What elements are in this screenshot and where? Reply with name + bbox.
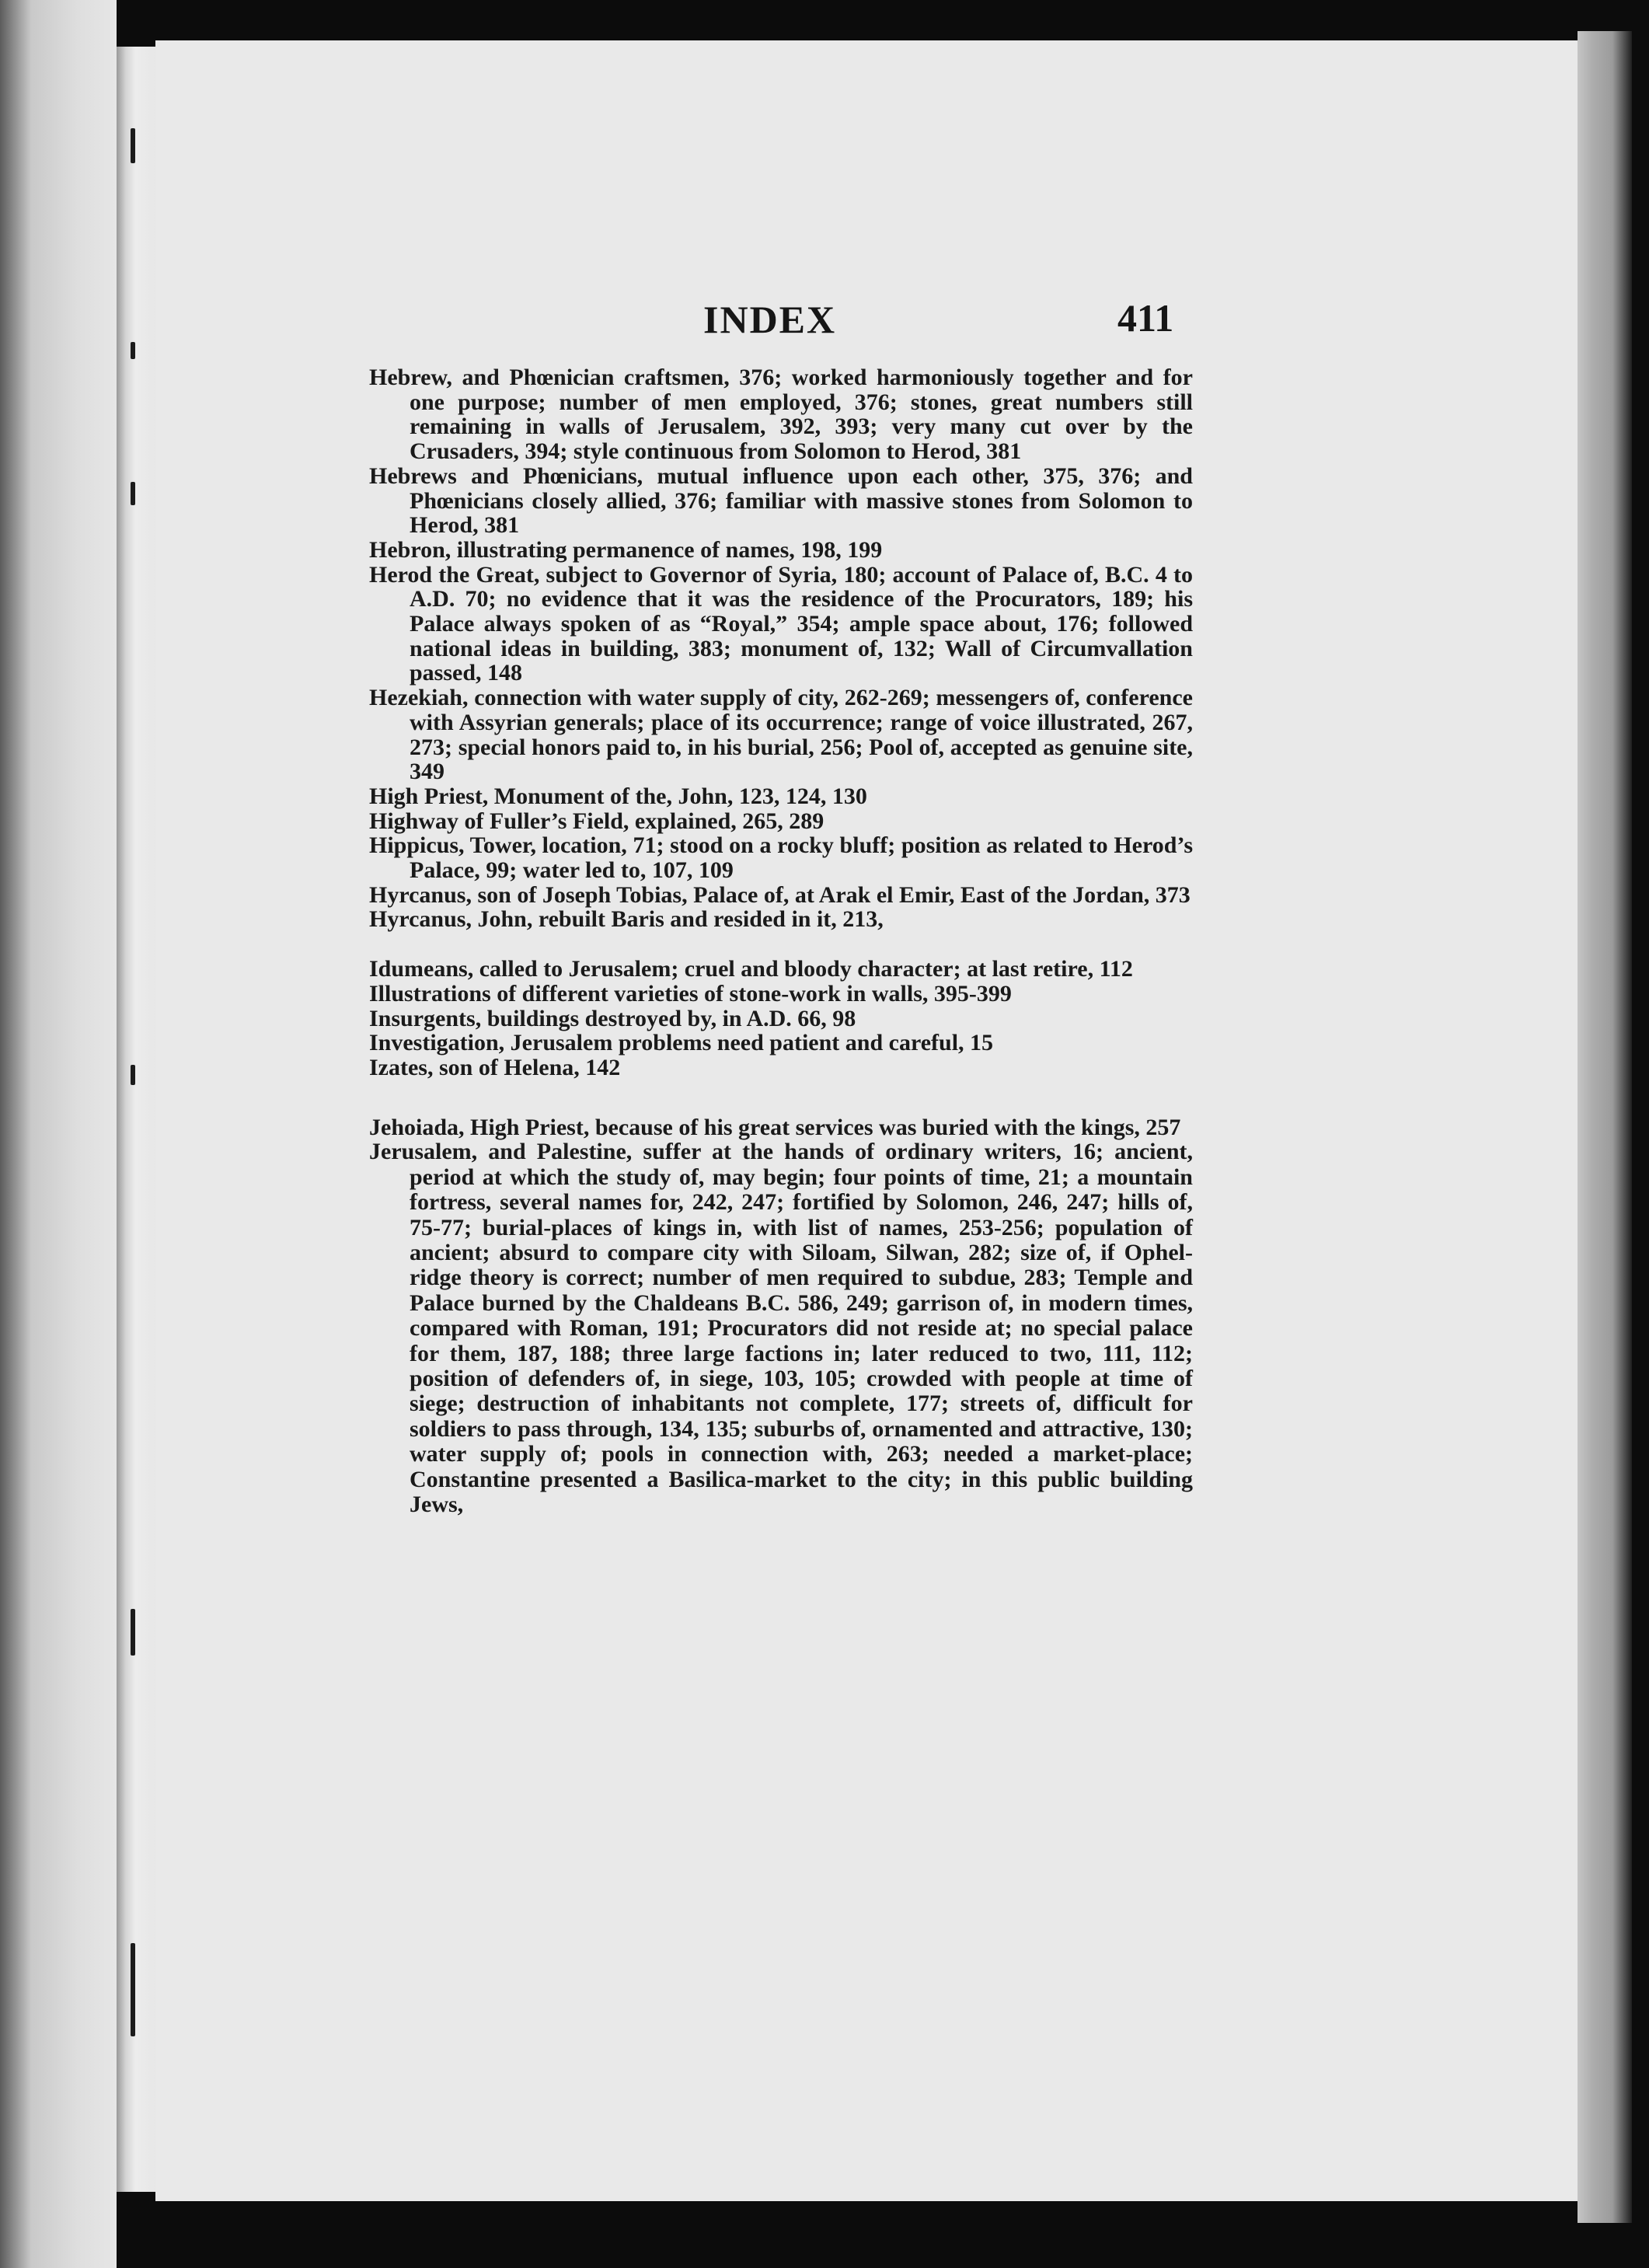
- index-entry: Investigation, Jerusalem problems need patient and careful, 15: [369, 1030, 994, 1056]
- gutter-mark: [131, 1943, 135, 2036]
- gutter-mark: [131, 342, 135, 359]
- index-entry: Herod the Great, subject to Governor of Syria, 180; account of Palace of, B.C. 4 to A.D. 70; no evidence that it was the residence of the Procurators, 189; his Palace always spoken of as “Royal,” 354; ample space about, 176; followed national ideas in building, 383; monument of, 132; Wall of Circumvallation passed, 148: [369, 561, 1193, 686]
- running-title: INDEX: [703, 298, 837, 341]
- facing-page-edge: [0, 0, 117, 2268]
- book-gutter: [117, 47, 155, 2192]
- gutter-mark: [131, 128, 135, 163]
- index-entry: Highway of Fuller’s Field, explained, 265, 289: [369, 808, 824, 834]
- index-entry: Hebrews and Phœnicians, mutual influence upon each other, 375, 376; and Phœnicians closely allied, 376; familiar with massive stones from Solomon to Herod, 381: [369, 462, 1193, 539]
- gutter-mark: [131, 1065, 135, 1085]
- index-entry: Hezekiah, connection with water supply of city, 262-269; messengers of, conference with Assyrian generals; place of its occurrence; range of voice illustrated, 267, 273; special honors paid to, in his burial, 256; Pool of, accepted as genuine site, 349: [369, 685, 1193, 785]
- letter-group-gap: [369, 1080, 1193, 1115]
- index-entry: Hyrcanus, John, rebuilt Baris and resided in it, 213,: [369, 906, 884, 933]
- index-entry: High Priest, Monument of the, John, 123, 124, 130: [369, 783, 867, 809]
- gutter-mark: [131, 482, 135, 505]
- index-entry: Hebron, illustrating permanence of names, 198, 199: [369, 536, 883, 563]
- index-entry: Hippicus, Tower, location, 71; stood on a rocky bluff; position as related to Herod’s Palace, 99; water led to, 107, 109: [369, 832, 1193, 884]
- index-entry: Idumeans, called to Jerusalem; cruel and bloody character; at last retire, 112: [369, 956, 1133, 982]
- index-entry: Jerusalem, and Palestine, suffer at the hands of ordinary writers, 16; ancient, period at which the study of, may begin; four points of time, 21; a mountain fortress, several names for, 242, 247; fortified by Solomon, 246, 247; hills of, 75-77; burial-places of kings in, with list of names, 253-256; population of ancient; absurd to compare city with Siloam, Silwan, 282; size of, if Ophel-ridge theory is correct; number of men required to subdue, 283; Temple and Palace burned by the Chaldeans B.C. 586, 249; garrison of, in modern times, compared with Roman, 191; Procurators did not reside at; no special palace for them, 187, 188; three large factions in; later reduced to two, 111, 112; position of defenders of, in siege, 103, 105; crowded with people at time of siege; destruction of inhabitants not complete, 177; streets of, difficult for soldiers to pass through, 134, 135; suburbs of, ornamented and attractive, 130; water supply of; pools in connection with, 263; needed a market-place; Constantine presented a Basilica-market to the city; in this public building Jews,: [369, 1139, 1193, 1518]
- index-entry: Illustrations of different varieties of stone-work in walls, 395-399: [369, 980, 1012, 1007]
- index-entry: Insurgents, buildings destroyed by, in A.D. 66, 98: [369, 1005, 856, 1031]
- index-entry: Jehoiada, High Priest, because of his great services was buried with the kings, 257: [369, 1114, 1181, 1140]
- letter-group-gap: [369, 932, 1193, 957]
- index-entry: Izates, son of Helena, 142: [369, 1054, 621, 1080]
- page-number: 411: [1117, 296, 1174, 340]
- index-entry: Hyrcanus, son of Joseph Tobias, Palace of, at Arak el Emir, East of the Jordan, 373: [369, 881, 1191, 908]
- page-edge-shadow: [1578, 31, 1632, 2223]
- index-entry: Hebrew, and Phœnician craftsmen, 376; worked harmoniously together and for one purpose; number of men employed, 376; stones, great numbers still remaining in walls of Jerusalem, 392, 393; very many cut over by the Crusaders, 394; style continuous from Solomon to Herod, 381: [369, 365, 1193, 465]
- gutter-mark: [131, 1609, 135, 1656]
- index-entries: [369, 365, 1193, 1517]
